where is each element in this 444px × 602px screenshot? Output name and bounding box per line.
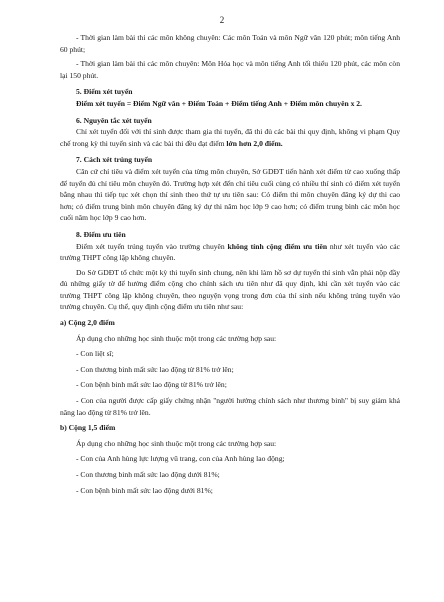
subsection-a-heading: a) Cộng 2,0 điểm — [60, 318, 115, 328]
section-8-p1-bold: không tính cộng điểm ưu tiên — [227, 241, 328, 251]
section-8-p1-start: Điểm xét tuyển trúng tuyển vào trường chuyên — [76, 241, 225, 251]
section-5-formula: Điểm xét tuyển = Điểm Ngữ văn + Điểm Toán + Điểm tiếng Anh + Điểm môn chuyên x 2. — [76, 98, 362, 108]
section-6-text — [60, 126, 400, 149]
list-item: - Con bệnh binh mất sức lao động từ 81% trở lên; — [76, 380, 227, 390]
section-7-heading: 7. Cách xét trúng tuyển — [76, 155, 153, 165]
page-number: 2 — [219, 15, 225, 25]
subsection-b-heading: b) Cộng 1,5 điểm — [60, 423, 116, 433]
list-item: - Con thương binh mất sức lao động từ 81% trở lên; — [76, 364, 234, 374]
list-item: - Con của người được cấp giấy chứng nhận "người hưởng chính sách như thương binh" bị suy giảm khả năng lao động từ 81% trở lên. — [60, 396, 400, 417]
subsection-a-intro: Áp dụng cho những học sinh thuộc một trong các trường hợp sau: — [76, 333, 277, 343]
list-item: - Con thương binh mất sức lao động dưới 81%; — [76, 470, 220, 479]
section-8-paragraph-2: Do Sở GDĐT tổ chức một kỳ thi tuyển sinh chung, nên khi làm hồ sơ dự tuyển thí sinh vẫn phải nộp đầy đủ những giấy tờ để hưởng điểm cộng cho chính sách ưu tiên như đã quy định, khi cần xét tuyển vào các trường THPT công lập không chuyên, theo nguyện vọng trong đơn của thí sinh nếu không trúng tuyển vào trường chuyên. Cụ thể, quy định cộng điểm ưu tiên như sau: — [60, 267, 400, 312]
section-8-heading: 8. Điểm ưu tiên — [76, 229, 126, 239]
intro-paragraph-2: - Thời gian làm bài thi các môn chuyên: Môn Hóa học và môn tiếng Anh tối thiểu 120 phút, các môn còn lại 150 phút. — [60, 59, 400, 80]
list-item: - Con của Anh hùng lực lượng vũ trang, con của Anh hùng lao động; — [76, 454, 285, 464]
document-body — [60, 32, 400, 496]
section-6-heading: 6. Nguyên tắc xét tuyển — [76, 115, 152, 125]
intro-paragraph-1: - Thời gian làm bài thi các môn không chuyên: Các môn Toán và môn Ngữ văn 120 phút; môn tiếng Anh 60 phút; — [60, 33, 400, 54]
subsection-b-intro: Áp dụng cho những học sinh thuộc một trong các trường hợp sau: — [76, 438, 277, 448]
section-8-p1-end: như xét tuyển vào các trường THPT công lập không chuyên. — [60, 241, 400, 263]
section-7-text: Căn cứ chỉ tiêu và điểm xét tuyển của từng môn chuyên, Sở GDĐT tiến hành xét điểm từ cao xuống thấp để tuyển đủ chỉ tiêu môn chuyên đó. Trường hợp xét đến chỉ tiêu cuối cùng có nhiều thí sinh có điểm xét tuyển bằng nhau thì tiếp tục xét chọn thí sinh theo thứ tự ưu tiên sau: Có điểm thi môn chuyên đăng ký dự thi cao hơn; có điểm trung bình môn chuyên đăng ký dự thi năm học lớp 9 cao hơn; có điểm trung bình các môn học cuối năm học lớp 9 cao hơn. — [60, 166, 400, 223]
list-item: - Con liệt sĩ; — [76, 349, 114, 359]
section-6-text-bold: lớn hơn 2,0 điểm. — [226, 138, 283, 148]
section-5-heading: 5. Điểm xét tuyển — [76, 87, 133, 97]
section-6-text-main: Chỉ xét tuyển đối với thí sinh được tham gia thi tuyển, đã thi đủ các bài thi quy định, không vi phạm Quy chế trong kỳ thi tuyển sinh và các bài thi đều đạt điểm — [60, 127, 400, 148]
section-8-paragraph-1 — [60, 241, 400, 264]
list-item: - Con bệnh binh mất sức lao động dưới 81%; — [76, 485, 213, 495]
